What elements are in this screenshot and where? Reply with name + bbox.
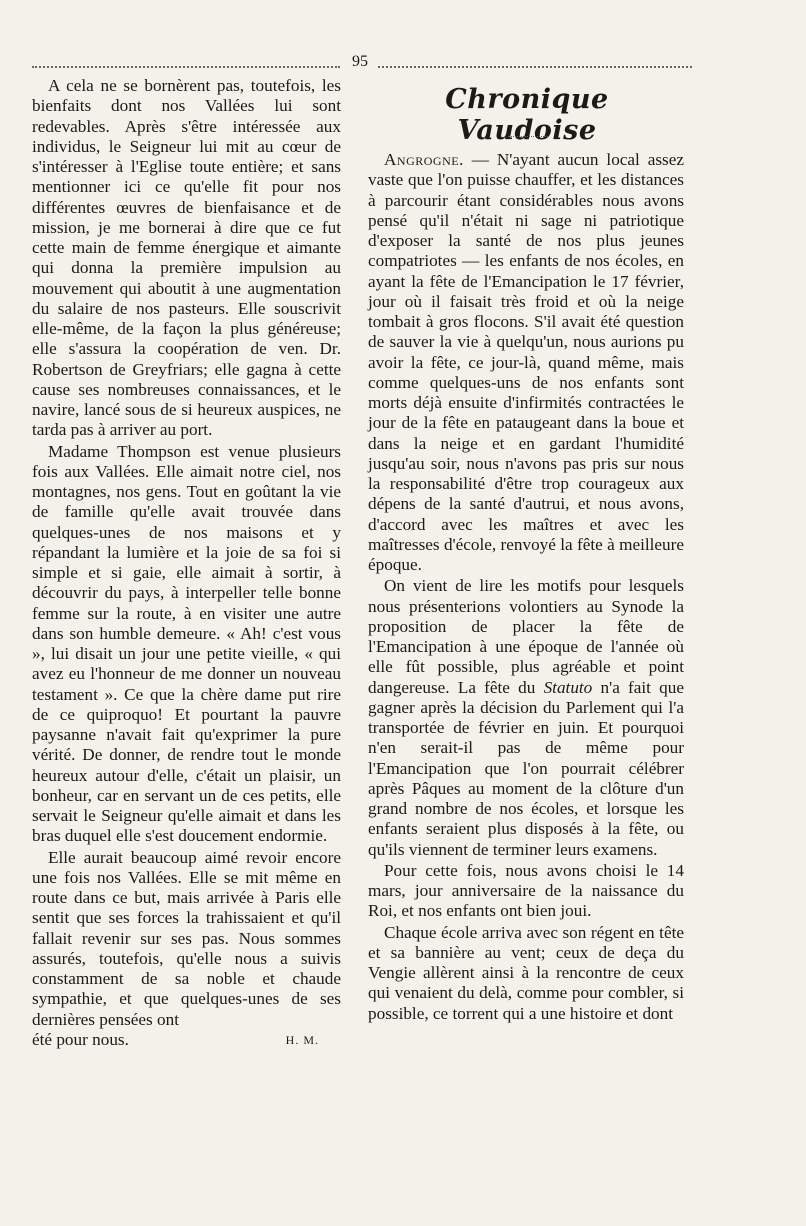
right-column <box>368 150 684 1024</box>
right-paragraph-1-text: — N'ayant aucun local assez vaste que l'on puisse chauffer, et les distances à parcourir étant considérables nous avons pensé qu'il n'était ni sage ni patriotique d'exposer la santé de nos plus jeunes compatriotes — les enfants de nos écoles, en ayant la fête de l'Emancipation le 17 février, jour où il faisait très froid et où la neige tombait à gros flocons. S'il avait été question de sauver la vie à quelqu'un, nous aurions pu avoir la fête, ce jour-là, quand même, mais comme quelques-uns de nos enfants sont morts déjà ensuite d'infirmités contractées le jour de la fête en pataugeant dans la boue et dans la neige et en gardant l'humidité jusqu'au soir, nous n'avons pas pris sur nous la responsabilité d'être trop courageux aux dépens de la santé d'autrui, et nous avons, d'accord avec les maîtres et avec les maîtresses d'école, renvoyé la fête à meilleure époque. <box>368 150 684 574</box>
place-name: Angrogne. <box>384 150 464 169</box>
closing-line <box>32 1030 341 1050</box>
left-paragraph-3: Elle aurait beaucoup aimé revoir encore une fois nos Vallées. Elle se mit même en route dans ce but, mais arrivée à Paris elle sentit que ses forces la trahissaient et qu'il fallait revenir sur ses pas. Nous sommes assurés, toutefois, qu'elle nous a suivis constamment de sa noble et chaude sympathie, et que quelques-unes de ses dernières pensées ont <box>32 847 341 1029</box>
author-signature: H. M. <box>285 1032 319 1047</box>
left-paragraph-1: A cela ne se bornèrent pas, toutefois, les bienfaits dont nos Vallées lui sont redevables. Après s'être intéressée aux individus, le Seigneur lui mit au cœur de s'intéresser à l'Eglise toute entière; et sans mentionner ici ce qu'elle fit pour nos différentes œuvres de bienfaisance et de mission, je me bornerai à dire que ce fut cette main de femme énergique et aimante qui donna la première impulsion au mouvement qui aboutit à une augmentation du salaire de nos pasteurs. Elle souscrivit elle-même, de la façon la plus généreuse; elle s'assura la coopération de ven. Dr. Robertson de Greyfriars; elle gagna à cette cause ses nombreuses connaissances, et le navire, lancé sous de si heureux auspices, ne tarda pas à arriver au port. <box>32 76 341 440</box>
right-paragraph-3: Pour cette fois, nous avons choisi le 14 mars, jour anniversaire de la naissance du Roi, et nos enfants ont bien joui. <box>368 860 684 921</box>
header-rule-left <box>32 66 340 68</box>
right-paragraph-1 <box>368 150 684 575</box>
heading-rule <box>508 136 548 137</box>
left-column <box>32 76 341 1050</box>
page-number: 95 <box>352 53 368 70</box>
closing-text: été pour nous. <box>32 1029 129 1049</box>
right-paragraph-4: Chaque école arriva avec son régent en tête et sa bannière au vent; ceux de deça du Vengie allèrent ainsi à la rencontre de ceux qui venaient du delà, comme pour combler, si possible, ce torrent qui a une histoire et dont <box>368 922 684 1023</box>
right-paragraph-2 <box>368 576 684 860</box>
right-paragraph-2-start: On vient de lire les motifs pour lesquels nous présenterions volontiers au Synode la proposition de placer la fête de l'Emancipation à une époque de l'année où elle fût possible, plus agréable et point dangereuse. La fête du <box>368 576 684 697</box>
section-heading: Chronique Vaudoise <box>445 84 609 146</box>
left-paragraph-2: Madame Thompson est venue plusieurs fois aux Vallées. Elle aimait notre ciel, nos montagnes, nos gens. Tout en goûtant la vie de famille qu'elle avait trouvée dans quelques-unes de nos maisons et y répandant la lumière et la joie de sa foi si simple et si gaie, elle aimait à sortir, à découvrir du pays, à interpeller telle bonne femme sur la route, à en visiter une autre dans son humble demeure. « Ah! c'est vous », lui disait un jour une petite vieille, « qui avez eu l'honneur de me donner un nouveau testament ». Ce que la chère dame put rire de ce quiproquo! Et pourtant la pauvre paysanne n'avait fait qu'exprimer la pure vérité. De donner, de rendre tout le monde heureux autour d'elle, c'était un plaisir, un bonheur, car en servant un de ces petits, elle servait le Seigneur qu'elle aimait et dans les bras duquel elle s'est doucement endormie. <box>32 441 341 846</box>
statuto-term: Statuto <box>543 677 593 697</box>
header-rule-right <box>378 66 692 68</box>
right-paragraph-2-end: n'a fait que gagner après la décision du Parlement qui l'a transportée de février en juin. Et pourquoi n'en serait-il pas de même pour l'Emancipation que l'on pourrait célébrer après Pâques au moment de la clôture d'un grand nombre de nos écoles, et lorsque les enfants seraient plus disposés à la fête, ou qu'ils viennent de terminer leurs examens. <box>368 677 684 859</box>
